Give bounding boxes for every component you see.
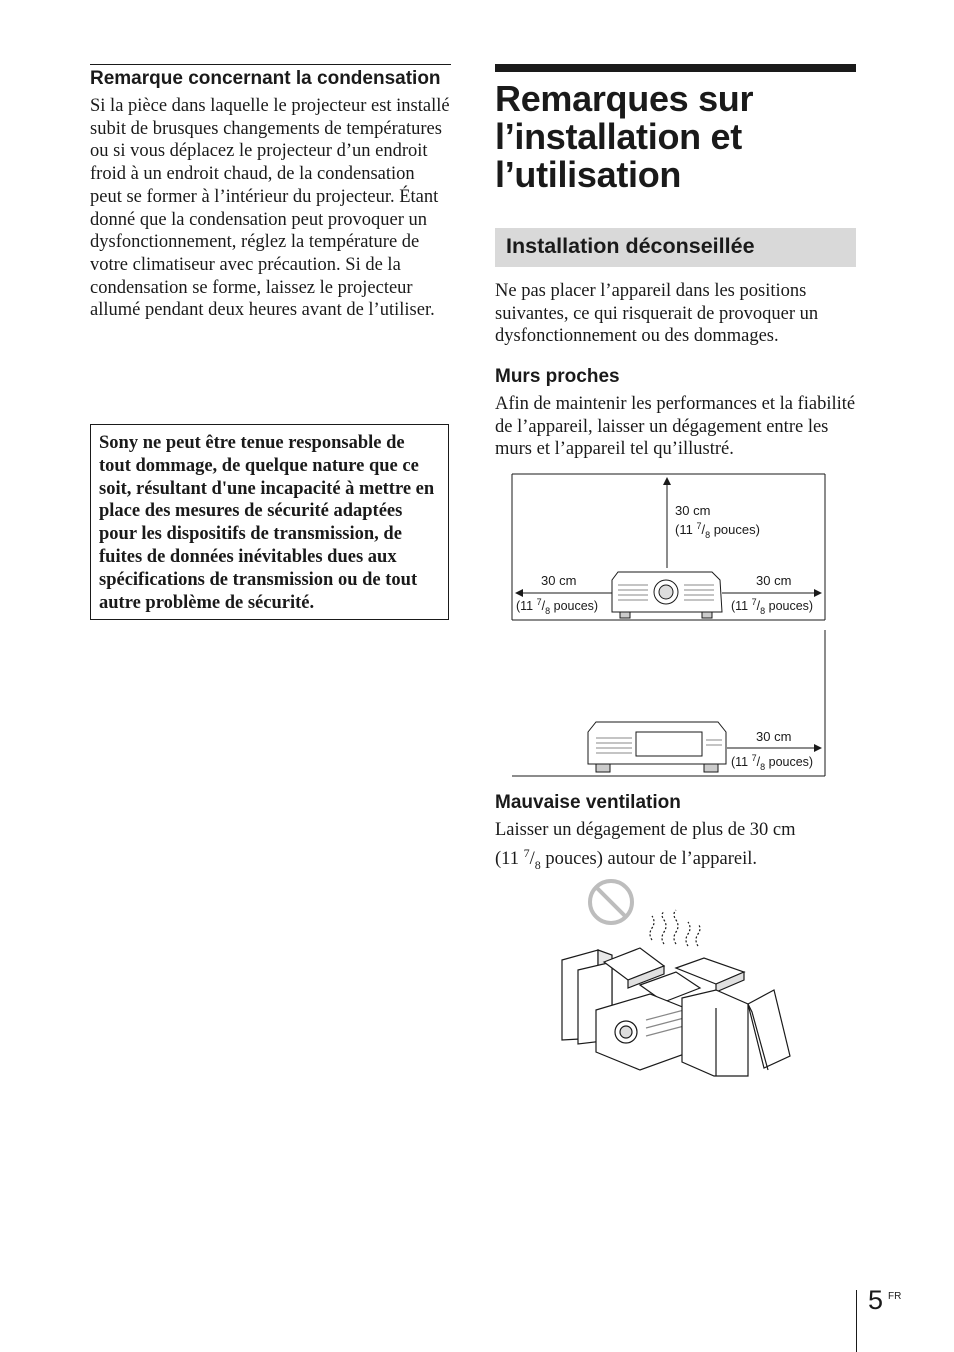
condensation-paragraph: Si la pièce dans laquelle le projecteur est installé subit de brusques changements de températures ou si vous déplacez le projecteur d’un endroit froid à un endroit chaud, de la condensation peut se former à l’intérieur du projecteur. Étant donné que la condensation peut provoquer un dysfonctionnement, réglez la température de votre climatiseur avec précaution. Si de la condensation se forme, laissez le projecteur allumé pendant deux heures avant de l’utiliser.: [90, 96, 450, 321]
ventilation-line-2: (11 $^7/_8$ pouces) autour de l’appareil.: [495, 845, 758, 872]
intro-paragraph: Ne pas placer l’appareil dans les positions suivantes, ce qui risquerait de provoquer un dysfonctionnement ou des dommages.: [495, 281, 819, 347]
page-number-rule: [856, 1290, 857, 1352]
left-distance-label: 30 cm: [541, 573, 577, 588]
ventilation-heading: Mauvaise ventilation: [495, 792, 681, 813]
section-title: Installation déconseillée: [506, 234, 755, 258]
page-title-line-1: Remarques sur: [495, 78, 754, 119]
top-inch-label: (11 $^7/_8$ pouces): [675, 521, 760, 540]
top-distance-label: 30 cm: [675, 503, 711, 518]
poor-ventilation-illustration: [562, 881, 790, 1076]
projector-side-icon: [588, 722, 726, 772]
page-title-line-3: l’utilisation: [495, 154, 682, 195]
right-distance-label: 30 cm: [756, 573, 792, 588]
right-inch-label: (11 $^7/_8$ pouces): [731, 597, 814, 616]
prohibited-icon: [590, 881, 632, 923]
liability-notice-text: Sony ne peut être tenue responsable de tout dommage, de quelque nature que ce soit, résultant d'une incapacité à mettre en place des mesures de sécurité adaptées pour les dispositifs de transmission, de fuites de données inévitables dues aux spécifications de transmission ou de tout autre problème de sécurité.: [99, 433, 435, 613]
left-inch-label: (11 $^7/_8$ pouces): [516, 597, 599, 616]
fraction-separator: /: [529, 848, 535, 869]
murs-paragraph: Afin de maintenir les performances et la fiabilité de l’appareil, laisser un dégagement entre les murs et l’appareil tel qu’illustré.: [495, 394, 856, 460]
fraction-numerator: 7: [523, 845, 530, 860]
heat-waves-icon: [650, 910, 700, 946]
murs-heading: Murs proches: [495, 366, 620, 387]
projector-front-icon: [612, 572, 722, 618]
fraction-denominator: 8: [534, 857, 541, 872]
condensation-heading: Remarque concernant la condensation: [90, 68, 441, 89]
ventilation-line-1: Laisser un dégagement de plus de 30 cm: [495, 820, 796, 840]
page-language-code: FR: [888, 1291, 902, 1302]
ventilation-paragraph: [495, 819, 856, 876]
page-number: 5: [868, 1285, 884, 1315]
side-distance-label: 30 cm: [756, 729, 792, 744]
page-title-line-2: l’installation et: [495, 116, 742, 157]
side-inch-label: (11 $^7/_8$ pouces): [731, 753, 814, 772]
